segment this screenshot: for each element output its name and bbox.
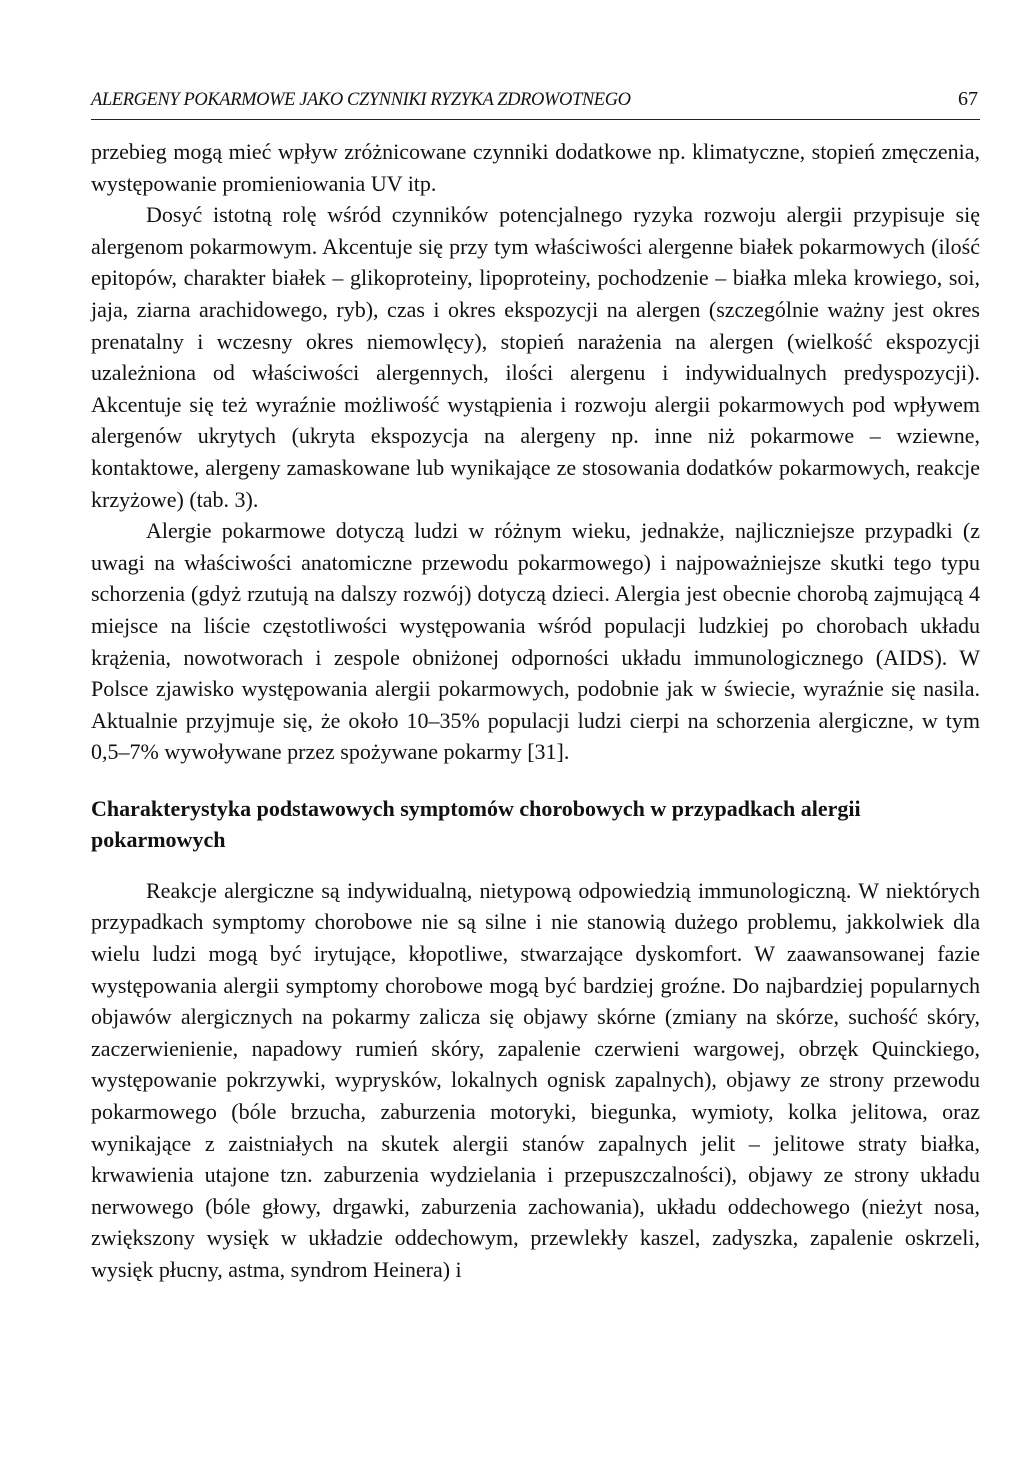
paragraph-continued: przebieg mogą mieć wpływ zróżnicowane czynniki dodatkowe np. klimatyczne, stopień zmęczenia, występowanie promieniowania UV itp. (91, 139, 980, 196)
body-text (91, 136, 980, 768)
running-header (91, 88, 980, 120)
section-heading: Charakterystyka podstawowych symptomów chorobowych w przypadkach alergii pokarmowych (91, 795, 861, 852)
paragraph-prevalence: Alergie pokarmowe dotyczą ludzi w różnym wieku, jednakże, najliczniejsze przypadki (z uwagi na właściwości anatomiczne przewodu pokarmowego) i najpoważniejsze skutki tego typu schorzenia (gdyż rzutują na dalszy rozwój) dotyczą dzieci. Alergia jest obecnie chorobą zajmującą 4 miejsce na liście częstotliwości występowania wśród populacji ludzkiej po chorobach układu krążenia, nowotworach i zespole obniżonej odporności układu immunologicznego (AIDS). W Polsce zjawisko występowania alergii pokarmowych, podobnie jak w świecie, wyraźnie się nasila. Aktualnie przyjmuje się, że około 10–35% populacji ludzi cierpi na schorzenia alergiczne, w tym 0,5–7% wywoływane przez spożywane pokarmy [31]. (91, 518, 980, 765)
paragraph-symptoms: Reakcje alergiczne są indywidualną, nietypową odpowiedzią immunologiczną. W niektórych przypadkach symptomy chorobowe nie są silne i nie stanowią dużego problemu, jakkolwiek dla wielu ludzi mogą być irytujące, kłopotliwe, stwarzające dyskomfort. W zaawansowanej fazie występowania alergii symptomy chorobowe mogą być bardziej groźne. Do najbardziej popularnych objawów alergicznych na pokarmy zalicza się objawy skórne (zmiany na skórze, suchość skóry, zaczerwienienie, napadowy rumień skóry, zapalenie czerwieni wargowej, obrzęk Quinckiego, występowanie pokrzywki, wyprysków, lokalnych ognisk zapalnych), objawy ze strony przewodu pokarmowego (bóle brzucha, zaburzenia motoryki, biegunka, wymioty, kolka jelitowa, oraz wynikające z zaistniałych na skutek alergii stanów zapalnych jelit – jelitowe straty białka, krwawienia utajone tzn. zaburzenia wydzielania i przepuszczalności), objawy ze strony układu nerwowego (bóle głowy, drgawki, zaburzenia zachowania), układu oddechowego (nieżyt nosa, zwiększony wysięk w układzie oddechowym, przewlekły kaszel, zadyszka, zapalenie oskrzeli, wysięk płucny, astma, syndrom Heinera) i (91, 877, 980, 1282)
running-title: ALERGENY POKARMOWE JAKO CZYNNIKI RYZYKA ZDROWOTNEGO (91, 90, 631, 110)
section-text (91, 875, 980, 1286)
book-page (91, 88, 980, 1286)
paragraph-allergens-role: Dosyć istotną rolę wśród czynników potencjalnego ryzyka rozwoju alergii przypisuje się alergenom pokarmowym. Akcentuje się przy tym właściwości alergenne białek pokarmowych (ilość epitopów, charakter białek – glikoproteiny, lipoproteiny, pochodzenie – białka mleka krowiego, soi, jaja, ziarna arachidowego, ryb), czas i okres ekspozycji na alergen (szczególnie ważny jest okres prenatalny i wczesny okres niemowlęcy), stopień narażenia na alergen (wielkość ekspozycji uzależniona od właściwości alergennych, ilości alergenu i indywidualnych predyspozycji). Akcentuje się też wyraźnie możliwość wystąpienia i rozwoju alergii pokarmowych pod wpływem alergenów ukrytych (ukryta ekspozycja na alergeny np. inne niż pokarmowe – wziewne, kontaktowe, alergeny zamaskowane lub wynikające ze stosowania dodatków pokarmowych, reakcje krzyżowe) (tab. 3). (91, 202, 980, 512)
page-number: 67 (958, 88, 978, 110)
